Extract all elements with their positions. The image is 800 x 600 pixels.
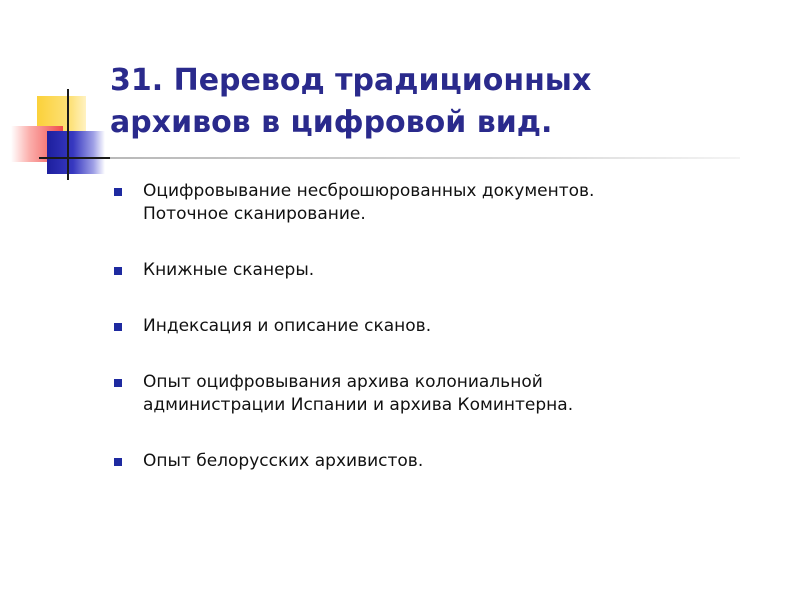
bullet-line: Поточное сканирование. [143, 204, 366, 224]
bullet-text [143, 315, 750, 338]
slide-title [110, 60, 750, 144]
bullet-line: Книжные сканеры. [143, 260, 315, 280]
bullet-line: Опыт оцифровывания архива колониальной [143, 372, 543, 392]
vertical-line-decoration [67, 89, 69, 180]
bullet-item [110, 180, 750, 226]
title-divider [110, 157, 740, 159]
square-bullet-icon [114, 458, 122, 466]
bullet-line: Индексация и описание сканов. [143, 316, 432, 336]
corner-decoration [0, 0, 110, 185]
square-bullet-icon [114, 379, 122, 387]
blue-square-decoration [47, 131, 105, 174]
square-bullet-icon [114, 188, 122, 196]
bullet-item [110, 371, 750, 417]
bullet-line: Опыт белорусских архивистов. [143, 451, 424, 471]
title-line: 31. Перевод традиционных [110, 63, 592, 98]
horizontal-line-decoration [39, 157, 110, 159]
square-bullet-icon [114, 323, 122, 331]
bullet-text [143, 180, 750, 226]
bullet-text [143, 259, 750, 282]
bullet-line: администрации Испании и архива Коминтерна. [143, 395, 574, 415]
bullet-item [110, 259, 750, 282]
bullet-text [143, 371, 750, 417]
bullet-item [110, 450, 750, 473]
title-line: архивов в цифровой вид. [110, 105, 553, 140]
bullet-list [110, 180, 750, 506]
bullet-item [110, 315, 750, 338]
square-bullet-icon [114, 267, 122, 275]
bullet-line: Оцифровывание несброшюрованных документов. [143, 181, 595, 201]
bullet-text [143, 450, 750, 473]
